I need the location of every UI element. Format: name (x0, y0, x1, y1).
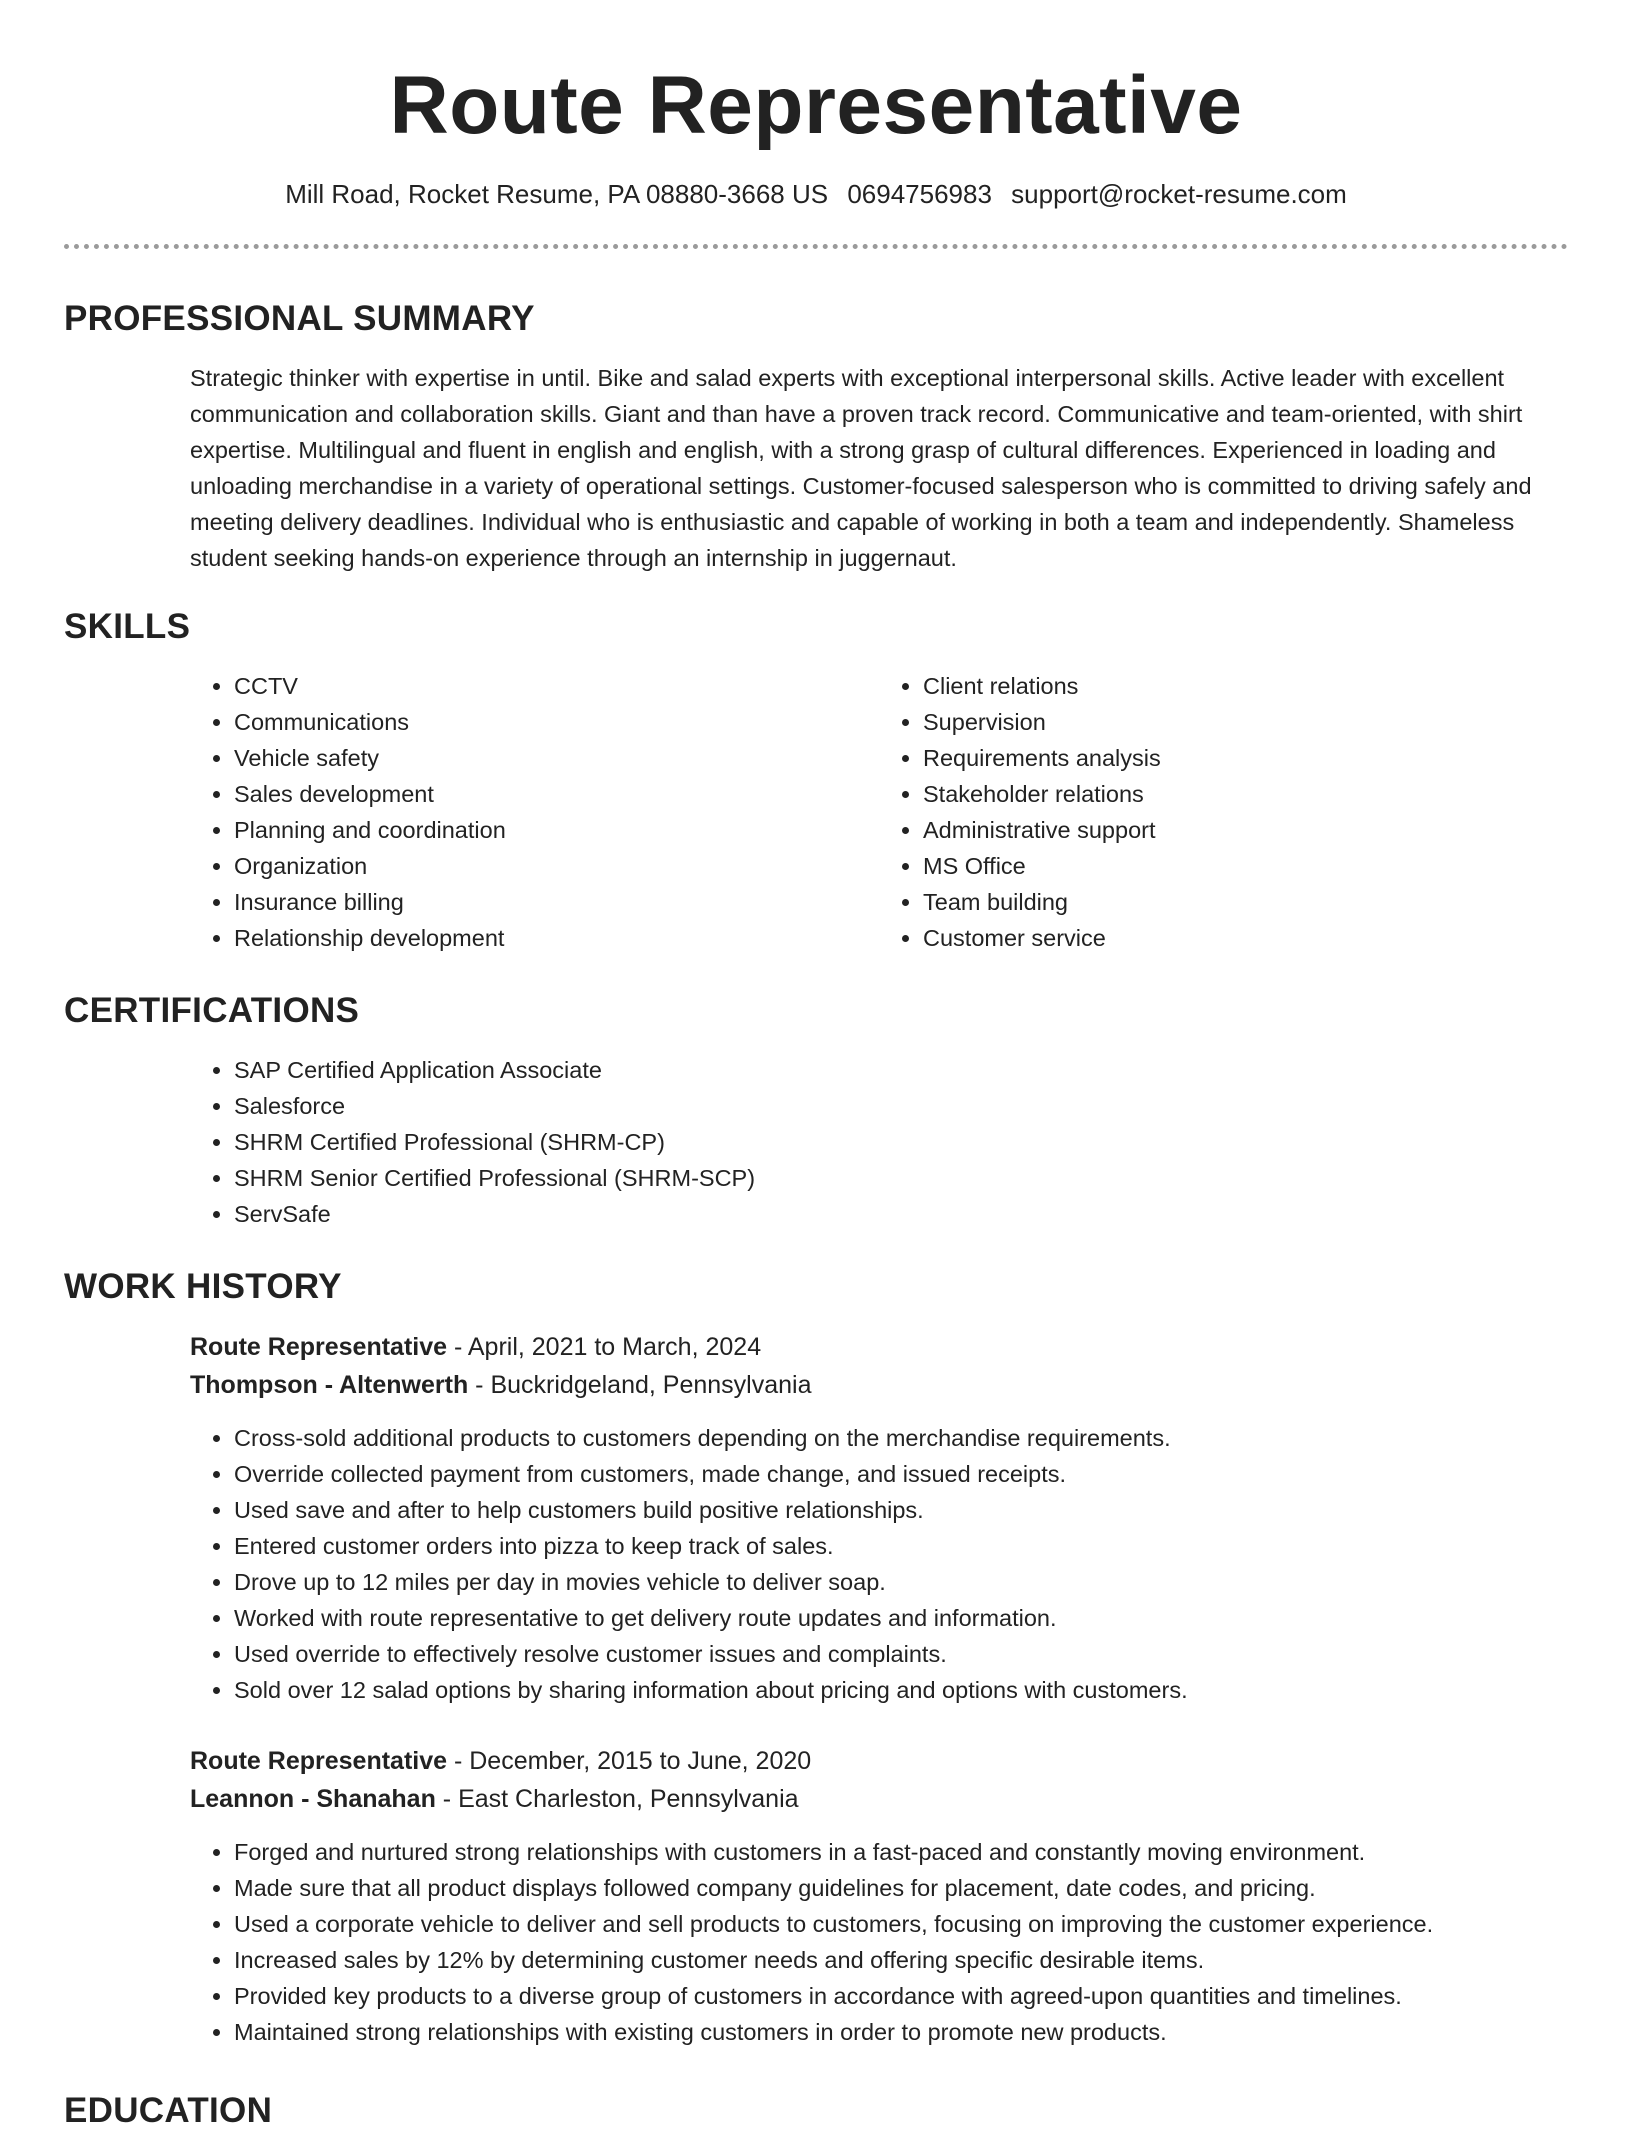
job-bullet: • Provided key products to a diverse group of customers in accordance with agreed-upon quantities and timelines. (234, 1978, 1568, 2014)
certification-item: • SHRM Senior Certified Professional (SHRM-SCP) (234, 1160, 1568, 1196)
job-bullet: • Worked with route representative to get delivery route updates and information. (234, 1600, 1568, 1636)
skill-item: • CCTV (234, 668, 879, 704)
certification-item: • SHRM Certified Professional (SHRM-CP) (234, 1124, 1568, 1160)
skill-item: • Sales development (234, 776, 879, 812)
job-entry (190, 1328, 1568, 1708)
skills-list-left (190, 668, 879, 956)
skill-item: • MS Office (923, 848, 1568, 884)
job-bullet: • Maintained strong relationships with existing customers in order to promote new products. (234, 2014, 1568, 2050)
job-title-line (190, 1328, 1568, 1366)
job-location: - Buckridgeland, Pennsylvania (468, 1371, 812, 1399)
contact-phone: 0694756983 (847, 179, 992, 209)
skill-item: • Requirements analysis (923, 740, 1568, 776)
certification-item: • SAP Certified Application Associate (234, 1052, 1568, 1088)
job-role: Route Representative (190, 1333, 448, 1361)
contact-email: support@rocket-resume.com (1011, 179, 1347, 209)
job-bullet: • Used save and after to help customers build positive relationships. (234, 1492, 1568, 1528)
job-bullet: • Forged and nurtured strong relationships with customers in a fast-paced and constantly moving environment. (234, 1834, 1568, 1870)
job-bullet: • Cross-sold additional products to customers depending on the merchandise requirements. (234, 1420, 1568, 1456)
job-role: Route Representative (190, 1747, 448, 1775)
skill-item: • Insurance billing (234, 884, 879, 920)
skill-item: • Client relations (923, 668, 1568, 704)
header-divider (64, 244, 1568, 249)
skill-item: • Stakeholder relations (923, 776, 1568, 812)
job-title-line (190, 1742, 1568, 1780)
skill-item: • Team building (923, 884, 1568, 920)
education-heading: EDUCATION (64, 2091, 273, 2130)
job-bullet: • Drove up to 12 miles per day in movies vehicle to deliver soap. (234, 1564, 1568, 1600)
candidate-name: Route Representative (389, 60, 1243, 151)
job-bullets (190, 1420, 1568, 1708)
job-entry (190, 1742, 1568, 2050)
skills-list-right (879, 668, 1568, 956)
skill-item: • Planning and coordination (234, 812, 879, 848)
work-history-heading: WORK HISTORY (64, 1267, 342, 1306)
job-company-line (190, 1366, 1568, 1404)
certifications-heading: CERTIFICATIONS (64, 991, 360, 1030)
skill-item: • Vehicle safety (234, 740, 879, 776)
certifications-section (64, 990, 1568, 1232)
certifications-list (190, 1052, 1568, 1232)
education-section (64, 2090, 1568, 2132)
work-history-section (64, 1266, 1568, 2050)
job-bullet: • Entered customer orders into pizza to keep track of sales. (234, 1528, 1568, 1564)
job-bullet: • Used a corporate vehicle to deliver and sell products to customers, focusing on improving the customer experience. (234, 1906, 1568, 1942)
skill-item: • Customer service (923, 920, 1568, 956)
summary-heading: PROFESSIONAL SUMMARY (64, 299, 535, 338)
summary-text: Strategic thinker with expertise in until. Bike and salad experts with exceptional interpersonal skills. Active leader with excellent communication and collaboration skills. Giant and than have a proven track record. Communicative and team-oriented, with shirt expertise. Multilingual and fluent in english and english, with a strong grasp of cultural differences. Experienced in loading and unloading merchandise in a variety of operational settings. Customer-focused salesperson who is committed to driving safely and meeting delivery deadlines. Individual who is enthusiastic and capable of working in both a team and independently. Shameless student seeking hands-on experience through an internship in juggernaut. (190, 365, 1532, 571)
job-bullet: • Increased sales by 12% by determining customer needs and offering specific desirable items. (234, 1942, 1568, 1978)
skills-heading: SKILLS (64, 607, 191, 646)
job-bullet: • Used override to effectively resolve customer issues and complaints. (234, 1636, 1568, 1672)
job-company: Thompson - Altenwerth (190, 1371, 469, 1399)
contact-address: Mill Road, Rocket Resume, PA 08880-3668 US (285, 179, 829, 209)
skills-columns (190, 668, 1568, 956)
job-dates: - December, 2015 to June, 2020 (447, 1747, 812, 1775)
job-company: Leannon - Shanahan (190, 1785, 436, 1813)
certification-item: • Salesforce (234, 1088, 1568, 1124)
skill-item: • Supervision (923, 704, 1568, 740)
skill-item: • Administrative support (923, 812, 1568, 848)
job-company-line (190, 1780, 1568, 1818)
contact-line (64, 178, 1568, 210)
job-location: - East Charleston, Pennsylvania (435, 1785, 799, 1813)
job-dates: - April, 2021 to March, 2024 (447, 1333, 762, 1361)
skills-section (64, 606, 1568, 956)
job-bullet: • Override collected payment from customers, made change, and issued receipts. (234, 1456, 1568, 1492)
resume-page (64, 0, 1568, 2130)
certification-item: • ServSafe (234, 1196, 1568, 1232)
job-bullet: • Made sure that all product displays followed company guidelines for placement, date codes, and pricing. (234, 1870, 1568, 1906)
job-bullet: • Sold over 12 salad options by sharing information about pricing and options with customers. (234, 1672, 1568, 1708)
summary-section (64, 298, 1568, 576)
skill-item: • Organization (234, 848, 879, 884)
skill-item: • Relationship development (234, 920, 879, 956)
skill-item: • Communications (234, 704, 879, 740)
job-bullets (190, 1834, 1568, 2050)
